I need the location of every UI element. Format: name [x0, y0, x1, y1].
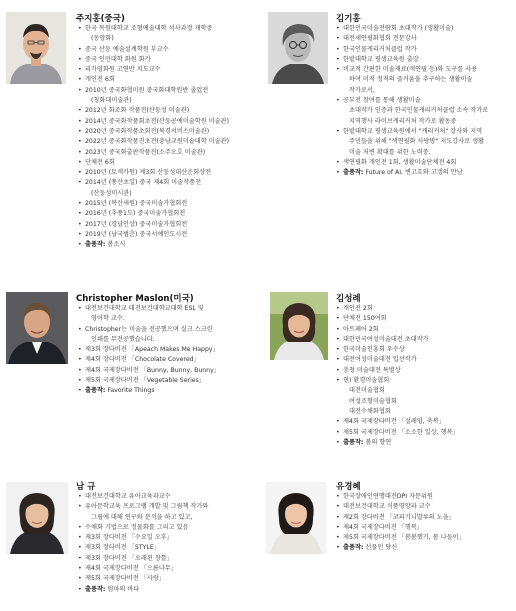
profile-name-3: Christopher Maslon(미국): [76, 294, 194, 304]
artwork-line: [336, 543, 465, 553]
bio-text: 하여 미적 정적의 즐거움을 추구하는 생활미술: [349, 76, 473, 84]
bio-line: [336, 158, 488, 168]
profile-photo-6: [266, 482, 326, 554]
bio-text: 제4회 국제장다비전 「Bunny, Bunny, Bunny」: [85, 366, 220, 374]
bio-line: [336, 376, 459, 386]
bio-line: [78, 75, 229, 85]
bio-text: 중국 산둥 예술설계학원 부교수: [85, 45, 169, 53]
bio-line: [336, 65, 488, 75]
bio-line: [78, 34, 229, 44]
bio-line: [78, 199, 229, 209]
artwork-title: 엄마의 바다: [105, 585, 140, 593]
bio-text: 2023년 중국화출판작품전(소주오호 미술관): [85, 148, 206, 156]
bio-line: [336, 137, 488, 147]
bio-text: 단체전 150여회: [343, 315, 387, 323]
bio-line: [78, 543, 208, 553]
artwork-title: Future of AI, 변고흐와 고갱의 만남: [363, 169, 463, 177]
bio-text: 한밭대학교 평생교육원 출강: [343, 55, 419, 63]
bio-line: [336, 523, 465, 533]
bio-text: 초대작가 인증과 한국인물캐리커처클럽 소속 작가로: [349, 107, 489, 115]
artwork-title: 봄소식: [105, 241, 126, 249]
bio-line: [78, 127, 229, 137]
bio-line: [78, 106, 229, 116]
profile-bio-3: [78, 304, 220, 397]
bio-line: [336, 513, 465, 523]
profile-photo-5: [6, 482, 68, 554]
bio-line: [78, 574, 208, 584]
bio-text: 대전보건대학교 유아교육과교수: [85, 493, 171, 500]
bio-text: 여성조형미술협회: [349, 397, 397, 405]
bio-line: [78, 209, 229, 219]
bio-text: 2019년 (남국범춘) 중국서예인도시전: [85, 230, 188, 238]
bio-line: [336, 304, 459, 314]
bio-line: [336, 75, 488, 85]
bio-text: 미술 저변 확대를 위한 노력중.: [349, 148, 431, 156]
bio-text: 대전미술협회: [349, 387, 385, 395]
bio-line: [336, 106, 488, 116]
bio-text: 2022년 중국화작품진초전(충남교원미술대학 미술관): [85, 138, 230, 146]
bio-line: [78, 355, 220, 365]
bio-text: 대전수채화협회: [349, 407, 391, 415]
artwork-title: 봄의 향연: [363, 438, 392, 446]
bio-line: [336, 417, 459, 427]
bio-line: [336, 492, 465, 502]
artwork-title: Favorite Things: [105, 387, 155, 395]
profile-name-1: 주지홍(중국): [76, 14, 125, 24]
profile-name-4: 김성례: [336, 294, 361, 304]
bio-line: [78, 178, 229, 188]
bio-text: 인쇄를 무전공했습니다.: [91, 335, 155, 343]
bio-text: 색연필화 개인전 1회, 생활미술단체전 4회: [343, 158, 457, 166]
bio-text: 충청 미술대전 특별상: [343, 366, 401, 374]
bio-line: [78, 220, 229, 230]
bio-line: [78, 158, 229, 168]
bio-text: 2015년 (복산세원) 중국미술가협회전: [85, 200, 188, 208]
bio-text: 한국장애인연맹대전DPI 자문위원: [343, 493, 433, 500]
bio-text: 2017년 (경남인상) 중국미술가협회전: [85, 220, 188, 228]
bio-text: 작가로서,: [349, 86, 375, 94]
bio-text: 대한민국미술전람회 초대작가 (생활미술): [343, 25, 454, 32]
bio-line: [78, 376, 220, 386]
bio-text: 한국인물캐리커처클럽 작가: [343, 45, 417, 53]
bio-line: [78, 325, 220, 335]
bio-text: 제3회 장다비전 「STYLE」: [85, 544, 160, 552]
artwork-line: [78, 386, 220, 396]
bio-text: 대전보건대학교 식품영양과 교수: [343, 503, 431, 511]
bio-line: [336, 55, 488, 65]
bio-text: 제4회 국제장다비전 「으름나무」: [85, 565, 177, 573]
bio-text: 리가영화원 고연반 지도교수: [85, 66, 161, 74]
bio-line: [78, 189, 229, 199]
bio-line: [336, 148, 488, 158]
bio-line: [336, 325, 459, 335]
bio-line: [78, 502, 208, 512]
bio-line: [78, 564, 208, 574]
profile-bio-5: [78, 492, 208, 595]
bio-text: 대한민국여성미술대전 초대작가: [343, 335, 429, 343]
bio-text: 제5회 국제장다비전 「사랑」: [85, 575, 166, 583]
profile-bio-1: [78, 24, 229, 251]
bio-line: [78, 366, 220, 376]
bio-line: [336, 533, 465, 543]
bio-line: [336, 345, 459, 355]
bio-text: (산둥성미시관): [91, 189, 132, 197]
bio-line: [78, 148, 229, 158]
artwork-line: [78, 585, 208, 595]
bio-text: 수채화 기법으로 정물화를 그리고 있음: [85, 523, 189, 531]
bio-text: 영어학 교수.: [91, 315, 125, 323]
bio-line: [78, 304, 220, 314]
bio-text: 2014년 (풍산초일) 중국 제4회 미술작품전: [85, 179, 202, 187]
bio-line: [78, 314, 220, 324]
bio-text: 2014년 중국화작품회초전(산둥공예미술학원 미술관): [85, 117, 230, 125]
bio-line: [78, 492, 208, 502]
bio-text: 제5회 국제장다비전 「봄봄했기, 봄 나들이」: [343, 534, 465, 542]
bio-text: 중국 인민대학 화원 화가: [85, 55, 151, 63]
profile-name-5: 남 규: [76, 482, 96, 492]
bio-line: [78, 117, 229, 127]
bio-line: [336, 127, 488, 137]
bio-line: [78, 523, 208, 533]
bio-line: [336, 117, 488, 127]
artwork-label: 출품작:: [343, 544, 364, 552]
bio-line: [336, 314, 459, 324]
bio-line: [336, 96, 488, 106]
bio-text: 제3회 장다비전 「오래된 창틀」: [85, 554, 173, 562]
bio-line: [336, 428, 459, 438]
bio-text: 제2회 장다비전 「코피기니발루의 노을」: [343, 513, 455, 521]
bio-text: 대전보건대학교 대전보건대학교대학 ESL 및: [85, 305, 204, 312]
bio-text: 2010년 중국화협미원 중국화대학원반 졸업전: [85, 86, 209, 94]
artwork-line: [336, 168, 488, 178]
bio-line: [336, 502, 465, 512]
artwork-title: 선물인 당신: [363, 544, 398, 552]
profile-bio-2: [336, 24, 488, 178]
bio-text: 유아문학교육 프로그램 개발 및 그림책 작가와: [85, 503, 209, 511]
bio-line: [78, 554, 208, 564]
bio-text: 그림에 대해 연구와 분석을 하고 있고,: [91, 513, 193, 521]
bio-text: 주민들을 위해 "색연필화 사랑방" 지도강사로 생활: [349, 138, 485, 146]
artwork-label: 출품작:: [85, 241, 106, 249]
profile-photo-3: [6, 292, 68, 364]
bio-line: [78, 230, 229, 240]
bio-text: 비교적 간편한 미술재료(색연필 등)와 도구를 사용: [343, 66, 478, 74]
artwork-label: 출품작:: [343, 169, 364, 177]
bio-line: [336, 355, 459, 365]
bio-text: 개인전 6회: [85, 76, 115, 84]
bio-line: [336, 407, 459, 417]
bio-text: 현) 환경미술협회: [343, 377, 390, 385]
bio-line: [78, 137, 229, 147]
bio-text: 2016년 (추풍1도) 중국미술가협회전: [85, 210, 186, 218]
profile-bio-6: [336, 492, 465, 554]
bio-text: Christopher는 미술을 전공했으며 실크 스크린: [85, 325, 213, 333]
profile-name-2: 김기홍: [336, 14, 361, 24]
bio-text: 한밭대학교 평생교육원에서 "캐리커처" 강사와 지역: [343, 127, 483, 135]
artwork-label: 출품작:: [343, 438, 364, 446]
bio-line: [78, 55, 229, 65]
artwork-line: [336, 438, 459, 448]
bio-text: (동양화): [91, 35, 114, 43]
bio-text: 아트페어 2회: [343, 325, 379, 333]
bio-line: [336, 24, 488, 34]
bio-text: 단체전 6회: [85, 158, 115, 166]
bio-text: 개인전 2회: [343, 305, 373, 312]
artwork-label: 출품작:: [85, 585, 106, 593]
bio-text: 대전세연필화협회 전문강사: [343, 35, 417, 43]
bio-line: [78, 513, 208, 523]
bio-line: [336, 386, 459, 396]
bio-text: 제5회 국제장다비전 「Vegetable Series」: [85, 377, 206, 385]
profile-name-6: 유경혜: [336, 482, 361, 492]
bio-line: [336, 397, 459, 407]
profile-photo-2: [268, 12, 328, 84]
bio-line: [78, 345, 220, 355]
bio-line: [336, 45, 488, 55]
artwork-label: 출품작:: [85, 387, 106, 395]
bio-line: [78, 86, 229, 96]
bio-line: [336, 86, 488, 96]
bio-text: 제5회 국제장다비전 「소소한 일상, 행복」: [343, 428, 459, 436]
bio-text: (칭화대미술관): [91, 97, 132, 105]
bio-line: [78, 533, 208, 543]
bio-text: 제4회 국제장다비전 「설레임, 축복」: [343, 418, 445, 426]
bio-line: [336, 366, 459, 376]
bio-text: 한국 목원대학교 조형예술대학 석사과정 재학중: [85, 25, 213, 32]
bio-text: 제4회 국제장다비전 「행복」: [343, 523, 424, 531]
bio-line: [78, 96, 229, 106]
profile-bio-4: [336, 304, 459, 448]
bio-text: 제3회 장다비전 「Apeach Makes Me Happy」: [85, 346, 219, 354]
bio-text: 공부전 참여를 통해 생활미술: [343, 97, 421, 105]
bio-line: [78, 335, 220, 345]
profile-photo-1: [6, 12, 66, 84]
bio-text: 제3회 장다비전 「수요일 오후」: [85, 534, 173, 542]
bio-line: [336, 34, 488, 44]
bio-line: [78, 24, 229, 34]
artwork-line: [78, 240, 229, 250]
bio-line: [78, 45, 229, 55]
bio-text: 대전여성미술대전 입선작가: [343, 356, 417, 364]
bio-line: [78, 168, 229, 178]
bio-line: [78, 65, 229, 75]
bio-text: 지역행사 라이브캐리커처 작가로 활동중: [349, 117, 457, 125]
bio-text: 제4회 장다비전 「Chocolate Covered」: [85, 356, 200, 364]
bio-line: [336, 335, 459, 345]
bio-text: 한국미술진흥회 우수상: [343, 346, 405, 354]
bio-text: 2020년 중국화작품초회전(북경서비스미술관): [85, 127, 210, 135]
bio-text: 2012년 화조화 작품전(산둥성 미술관): [85, 107, 190, 115]
profile-photo-4: [270, 292, 328, 360]
bio-text: 2010년 (토색가원) 제3회 산둥성대산운회상전: [85, 169, 212, 177]
